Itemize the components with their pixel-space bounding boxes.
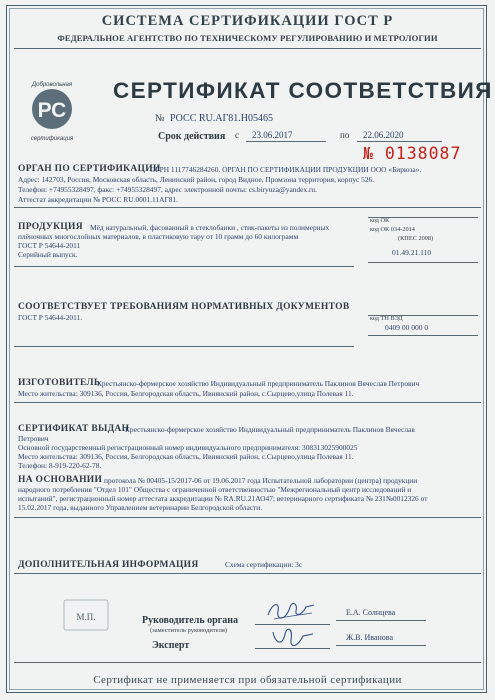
certificate-number: РОСС RU.АГ81.Н05465: [170, 113, 273, 124]
inner-frame: [9, 8, 484, 690]
validity-label: Срок действия: [158, 131, 226, 142]
org-line-3: Телефон: +74955328497, факс: +74955328497, адрес электронной почты: cs.biryuza@yandex.ru.: [18, 185, 317, 194]
additional-divider: [14, 573, 481, 574]
certificate-title: СЕРТИФИКАТ СООТВЕТСТВИЯ: [113, 78, 493, 103]
head-name: Е.А. Солнцева: [346, 608, 396, 617]
basis-divider: [14, 517, 481, 518]
rst-logo-icon: [26, 76, 78, 146]
validity-to-date: 22.06.2020: [363, 130, 404, 140]
product-divider: [14, 266, 354, 267]
org-divider: [14, 207, 481, 208]
basis-line-4: 15.02.2017 года, выданного Управлением ветеринарии Белгородской области.: [18, 503, 263, 512]
org-line-1: ОГРН 1117746284260. ОРГАН ПО СЕРТИФИКАЦИИ ПРОДУКЦИИ ООО «Бирюза».: [150, 165, 422, 174]
signature-divider: [14, 662, 481, 663]
product-label: ПРОДУКЦИЯ: [18, 222, 83, 232]
head-signature-label: Руководитель органа: [142, 615, 238, 626]
basis-line-2: народного потребления "Отдел 101" Общества с ограниченной ответственностью "Межрегиональный центр исследований и: [18, 485, 412, 494]
manufacturer-label: ИЗГОТОВИТЕЛЬ: [18, 378, 101, 388]
conformity-line-1: ГОСТ Р 54644-2011.: [18, 313, 83, 322]
validity-from-underline: [246, 141, 326, 142]
ok-code-label: код ОК: [370, 217, 390, 224]
tnved-label: код ТН ВЭД: [370, 315, 403, 322]
tnved-bottom-line: [368, 335, 478, 336]
agency-title: ФЕДЕРАЛЬНОЕ АГЕНТСТВО ПО ТЕХНИЧЕСКОМУ РЕГУЛИРОВАНИЮ И МЕТРОЛОГИИ: [57, 33, 438, 43]
product-line-2: плёночных многослойных материалов, в пластиковую тару от 10 грамм до 60 килограмм: [18, 232, 299, 241]
stamp-icon: [60, 598, 140, 650]
header-divider: [14, 48, 481, 49]
expert-name-line: [336, 645, 426, 646]
stamp-label: М.П.: [76, 612, 96, 622]
expert-signature-label: Эксперт: [152, 640, 190, 651]
head-handwritten-signature: [262, 595, 322, 625]
issued-to-line-2: Петрович: [18, 434, 49, 443]
voluntary-certification-logo: [26, 76, 78, 146]
seal-stamp-area: [60, 598, 140, 650]
conformity-label: СООТВЕТСТВУЕТ ТРЕБОВАНИЯМ НОРМАТИВНЫХ ДОКУМЕНТОВ: [18, 302, 350, 312]
manufacturer-line-1: Крестьянско-фермерское хозяйство Индивидуальный предприниматель Паклинов Вячеслав Петрович: [97, 379, 420, 388]
org-label: ОРГАН ПО СЕРТИФИКАЦИИ: [18, 164, 161, 174]
validity-to-underline: [357, 141, 442, 142]
org-line-2: Адрес: 142703, Россия, Московская область, Ленинский район, город Видное, Промзона территория, корпус 526.: [18, 175, 375, 184]
ok-code-sub-1: код ОК 034-2014: [370, 226, 415, 233]
issued-to-line-3: Основной государственный регистрационный номер индивидуального предпринимателя: 308313025900025: [18, 443, 358, 452]
basis-line-3: испытаний", регистрационный номер аттестата аккредитации № RA.RU.21АО47; ветеринарного сертификата № 231№0012326 от: [18, 494, 428, 503]
manufacturer-divider: [14, 402, 481, 403]
product-line-4: Серийный выпуск.: [18, 250, 78, 259]
ok-code-sub-2: (КПЕС 2008): [398, 235, 434, 242]
conformity-divider: [14, 346, 354, 347]
validity-from-date: 23.06.2017: [252, 130, 293, 140]
issued-to-line-5: Телефон: 8-919-220-62-78.: [18, 461, 102, 470]
certification-scheme: Схема сертификации: 3с: [225, 560, 303, 569]
product-line-1: Мёд натуральный, фасованный в стеклобанки , стик-пакеты из полимерных: [90, 223, 330, 232]
basis-label: НА ОСНОВАНИИ: [18, 475, 103, 485]
blank-serial-number: № 0138087: [363, 144, 462, 163]
system-title: СИСТЕМА СЕРТИФИКАЦИИ ГОСТ Р: [101, 13, 394, 29]
number-prefix: №: [155, 113, 165, 124]
logo-text-top: Добровольная: [31, 82, 73, 88]
logo-text-bottom: сертификация: [30, 136, 74, 142]
head-signature-sublabel: (заместитель руководителя): [150, 627, 228, 634]
product-line-3: ГОСТ Р 54644-2011: [18, 241, 81, 250]
manufacturer-line-2: Место жительства: 309136, Россия, Белгородская область, Ивнянский район, с.Сырцево,улица Полевая 11.: [18, 389, 354, 398]
tnved-value: 0409 00 000 0: [385, 323, 429, 332]
validity-from-prefix: с: [235, 130, 239, 140]
issued-to-label: СЕРТИФИКАТ ВЫДАН: [18, 424, 130, 434]
basis-line-1: протокола № 00405-15/2017-06 от 19.06.2017 года Испытательной лаборатории (центра) продукции: [104, 476, 418, 485]
expert-handwritten-signature: [265, 622, 320, 652]
issued-to-line-1: Крестьянско-фермерское хозяйство Индивидуальный предприниматель Паклинов Вячеслав: [125, 425, 415, 434]
additional-label: ДОПОЛНИТЕЛЬНАЯ ИНФОРМАЦИЯ: [18, 560, 199, 570]
ok-code-value: 01.49.21.110: [392, 248, 432, 257]
expert-name: Ж.В. Иванова: [346, 633, 394, 642]
issued-to-line-4: Место жительства: 309136, Россия, Белгородская область, Ивнянский район, с.Сырцево,улица Полевая 11.: [18, 452, 354, 461]
head-name-line: [336, 620, 426, 621]
footer-note: Сертификат не применяется при обязательной сертификации: [93, 674, 402, 686]
logo-mark: РС: [37, 99, 67, 122]
ok-code-bottom-line: [368, 262, 478, 263]
validity-to-prefix: по: [340, 130, 350, 140]
org-line-4: Аттестат аккредитации № РОСС RU.0001.11АГ81.: [18, 195, 178, 204]
